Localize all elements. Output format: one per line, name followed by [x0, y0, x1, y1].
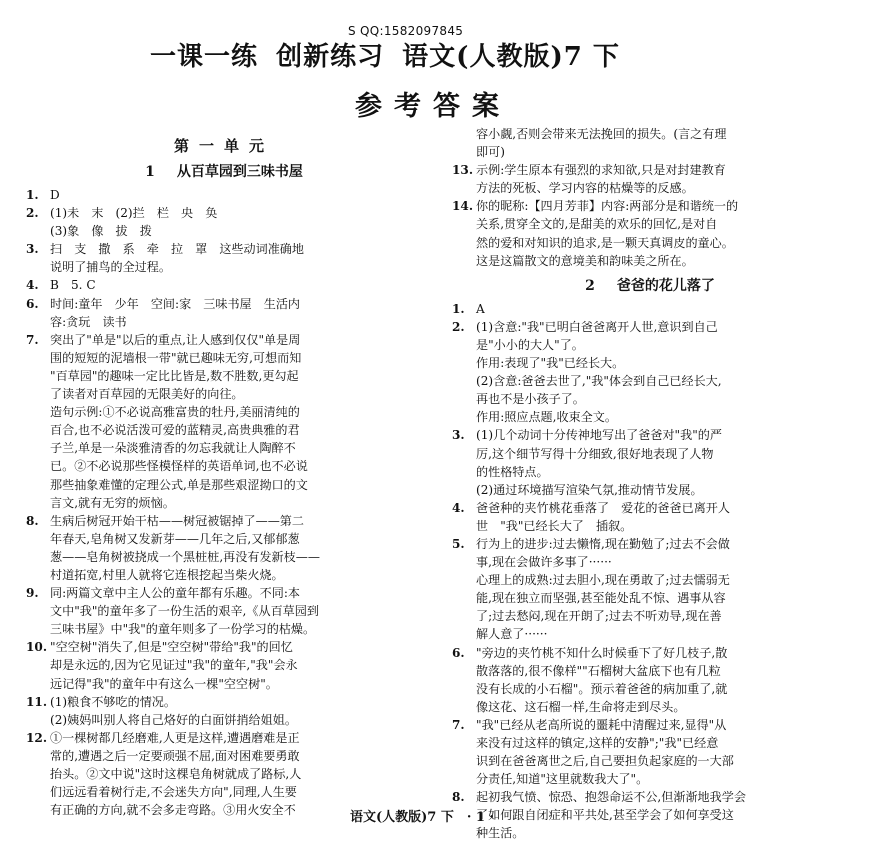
answer-item — [26, 276, 422, 294]
answer-line: 起初我气愤、惊恐、抱怨命运不公,但渐渐地我学会 — [476, 790, 746, 805]
answer-line: 解人意了······ — [476, 627, 548, 642]
answer-item — [452, 788, 848, 842]
document-title — [150, 36, 628, 73]
answer-line: 言文,就有无穷的烦恼。 — [50, 495, 175, 510]
answer-line: 方法的死板、学习内容的枯燥等的反感。 — [476, 181, 694, 196]
answer-line: 三味书屋》中"我"的童年则多了一份学习的枯燥。 — [50, 622, 316, 637]
answer-line: 时间:童年 少年 空间:家 三味书屋 生活内 — [50, 296, 301, 311]
answer-line: 同:两篇文章中主人公的童年都有乐趣。不同:本 — [50, 586, 301, 601]
answer-number: 7. — [26, 332, 39, 347]
qq-watermark: S QQ:1582097845 — [348, 24, 464, 38]
answer-item — [26, 295, 422, 331]
answer-item — [452, 197, 848, 269]
answer-item — [452, 535, 848, 644]
answer-text — [50, 186, 422, 204]
answer-line: 有正确的方向,就不会多走弯路。③用火安全不 — [50, 803, 296, 818]
answer-number: 2. — [452, 319, 465, 334]
answer-line: 们远远看着树行走,不会迷失方向",同理,人生要 — [50, 785, 297, 800]
answer-item — [26, 240, 422, 276]
answer-line: "百草园"的趣味一定比比皆是,数不胜数,更勾起 — [50, 368, 299, 383]
answer-text — [50, 276, 422, 294]
answer-text — [50, 240, 422, 276]
answer-item — [452, 644, 848, 716]
left-column — [26, 128, 422, 819]
answer-line: 作用:表现了"我"已经长大。 — [476, 356, 625, 371]
answer-line: 远记得"我"的童年中有这么一棵"空空树"。 — [50, 676, 278, 691]
lesson-heading — [452, 276, 848, 296]
answer-line: 生病后树冠开始干枯——树冠被锯掉了——第二 — [50, 513, 304, 528]
answer-line: 造句示例:①不必说高雅富贵的牡丹,美丽清纯的 — [50, 405, 300, 420]
answer-line: 散落落的,很不像样""石榴树大盆底下也有几粒 — [476, 663, 721, 678]
answer-number: 6. — [26, 296, 39, 311]
answer-line: (1)含意:"我"已明白爸爸离开人世,意识到自己 — [476, 319, 718, 334]
answer-line: 了;过去愁闷,现在开朗了;过去不听劝导,现在善 — [476, 609, 722, 624]
answer-number: 14. — [452, 199, 474, 214]
answer-line: "空空树"消失了,但是"空空树"带给"我"的回忆 — [50, 640, 293, 655]
answer-number: 6. — [452, 645, 465, 660]
answer-number: 9. — [26, 586, 39, 601]
answer-text — [476, 300, 848, 318]
answer-line: 突出了"单是"以后的重点,让人感到仅仅"单是周 — [50, 332, 301, 347]
lesson-number: 2 — [585, 277, 595, 294]
answer-item — [26, 186, 422, 204]
answer-item — [26, 204, 422, 240]
answer-number: 12. — [26, 730, 48, 745]
answer-item — [452, 499, 848, 535]
answer-line: 常的,遭遇之后一定要顽强不屈,面对困难要勇敢 — [50, 748, 300, 763]
answer-text — [476, 644, 848, 716]
answer-line: 说明了捕鸟的全过程。 — [50, 260, 171, 275]
answer-item — [452, 318, 848, 427]
answer-line: (3)象 像 拔 拨 — [50, 224, 152, 239]
answer-line: 厉,这个细节写得十分细致,很好地表现了人物 — [476, 446, 714, 461]
answer-text — [50, 295, 422, 331]
answer-line: 行为上的进步:过去懒惰,现在勤勉了;过去不会做 — [476, 536, 730, 551]
title-part-practice: 创新练习 — [276, 42, 385, 72]
answer-number: 3. — [452, 428, 465, 443]
answer-text — [50, 331, 422, 512]
answer-line: 世 "我"已经长大了 插叙。 — [476, 518, 633, 533]
answer-number: 10. — [26, 640, 48, 655]
answer-number: 3. — [26, 242, 39, 257]
answer-text — [476, 426, 848, 498]
answer-line: (2)通过环境描写渲染气氛,推动情节发展。 — [476, 482, 703, 497]
answer-line: 识到在爸爸离世之后,自己要担负起家庭的一大部 — [476, 754, 734, 769]
answer-list — [452, 300, 848, 843]
answer-key-heading: 参考答案 — [355, 91, 511, 122]
answer-item — [26, 331, 422, 512]
answer-item — [26, 584, 422, 638]
answer-line: 围的短短的泥墙根一带"就已趣味无穷,可想而知 — [50, 350, 302, 365]
answer-text — [50, 693, 422, 729]
answer-number: 4. — [26, 278, 39, 293]
answer-line: 来没有过这样的镇定,这样的安静";"我"已经意 — [476, 736, 719, 750]
answer-line: 关系,贯穿全文的,是甜美的欢乐的回忆,是对自 — [476, 217, 718, 232]
answer-line: (2)含意:爸爸去世了,"我"体会到自己已经长大, — [476, 374, 722, 389]
answer-line: 村道拓宽,村里人就将它连根挖起当柴火烧。 — [50, 567, 284, 582]
answer-item — [452, 300, 848, 318]
answer-text — [50, 512, 422, 584]
page-footer: 语文(人教版)7 下 · 1 · — [350, 810, 495, 825]
answer-line: 能,现在独立而坚强,甚至能处乱不惊、遇事从容 — [476, 591, 726, 606]
answer-line: 你的昵称:【四月芳菲】内容:两部分是和谐统一的 — [476, 199, 739, 214]
answer-line: 事,现在会做许多事了······ — [476, 555, 612, 570]
answer-line: (2)姨妈叫别人将自己烙好的白面饼捎给姐姐。 — [50, 712, 297, 727]
answer-line: B 5. C — [50, 278, 96, 293]
answer-number: 8. — [26, 513, 39, 528]
answer-line: ①一棵树都几经磨难,人更是这样,遭遇磨难是正 — [50, 730, 300, 745]
answer-text — [476, 318, 848, 427]
answer-line: D — [50, 188, 60, 202]
unit-heading: 第一单元 — [173, 137, 274, 155]
answer-number: 5. — [452, 536, 465, 551]
answer-line: 然的爱和对知识的追求,是一颗天真调皮的童心。 — [476, 235, 734, 250]
answer-line: 像这花、这石榴一样,生命将走到尽头。 — [476, 699, 686, 714]
answer-item — [26, 638, 422, 692]
lesson-number: 1 — [145, 164, 155, 180]
answer-line: 没有长成的小石榴"。预示着爸爸的病加重了,就 — [476, 681, 728, 696]
answer-line: 了读者对百草园的无限美好的向往。 — [50, 387, 244, 402]
answer-number: 8. — [452, 790, 465, 805]
answer-text — [476, 197, 848, 269]
answer-line: 即可) — [476, 145, 505, 160]
answer-line: "旁边的夹竹桃不知什么时候垂下了好几枝子,散 — [476, 645, 728, 660]
answer-line: 却是永远的,因为它见证过"我"的童年,"我"会永 — [50, 658, 298, 673]
answer-number: 4. — [452, 500, 465, 515]
lesson-title: 爸爸的花儿落了 — [616, 277, 715, 294]
answer-line: (1)未 末 (2)拦 栏 央 奂 — [50, 206, 218, 221]
right-column — [452, 125, 848, 843]
answer-text — [50, 584, 422, 638]
answer-text — [476, 499, 848, 535]
lesson-heading — [26, 162, 422, 182]
answer-list — [452, 161, 848, 270]
answer-number: 1. — [452, 301, 465, 316]
title-part-subject: 语文(人教版)7 下 — [402, 42, 620, 72]
answer-line: 容小觑,否则会带来无法挽回的损失。(言之有理 — [476, 127, 727, 141]
title-part-series: 一课一练 — [150, 42, 259, 72]
answer-text — [50, 638, 422, 692]
answer-line: 心理上的成熟:过去胆小,现在勇敢了;过去懦弱无 — [476, 573, 730, 588]
answer-item — [26, 512, 422, 584]
answer-continuation — [452, 125, 848, 161]
answer-line: 这是这篇散文的意境美和韵味美之所在。 — [476, 253, 694, 268]
lesson-title: 从百草园到三味书屋 — [176, 164, 303, 180]
answer-line: 了如何跟自闭症和平共处,甚至学会了如何享受这 — [476, 808, 734, 823]
answer-line: 爸爸种的夹竹桃花垂落了 爱花的爸爸已离开人 — [476, 500, 730, 515]
answer-line: 文中"我"的童年多了一份生活的艰辛,《从百草园到 — [50, 604, 319, 619]
answer-line: 那些抽象难懂的定理公式,单是那些艰涩拗口的文 — [50, 477, 308, 492]
answer-line: 年春天,皂角树又发新芽——几年之后,又郁郁葱 — [50, 531, 300, 546]
answer-line: 扫 支 撒 系 牵 拉 罩 这些动词准确地 — [50, 242, 304, 257]
answer-line: 葱——皂角树被挠成一个黑桩桩,再没有发新枝—— — [50, 549, 320, 564]
answer-line: "我"已经从老高所说的噩耗中清醒过来,显得"从 — [476, 717, 727, 732]
answer-number: 1. — [26, 188, 39, 202]
answer-item — [452, 426, 848, 498]
answer-line: 是"小小的大人"了。 — [476, 337, 584, 352]
answer-item — [452, 716, 848, 788]
answer-line: A — [476, 301, 485, 316]
answer-line: 再也不是小孩子了。 — [476, 392, 585, 407]
answer-line: (1)几个动词十分传神地写出了爸爸对"我"的严 — [476, 428, 722, 443]
answer-text — [476, 161, 848, 197]
answer-item — [26, 693, 422, 729]
answer-text — [476, 716, 848, 788]
answer-line: 作用:照应点题,收束全文。 — [476, 410, 617, 425]
answer-text — [476, 535, 848, 644]
answer-number: 13. — [452, 163, 474, 178]
answer-item — [452, 161, 848, 197]
answer-text — [50, 204, 422, 240]
answer-line: 子兰,单是一朵淡雅清香的勿忘我就让人陶醉不 — [50, 441, 296, 456]
answer-line: 百合,也不必说活泼可爱的蓝精灵,高贵典雅的君 — [50, 423, 300, 438]
answer-number: 7. — [452, 717, 465, 732]
answer-text — [476, 788, 848, 842]
answer-line: (1)粮食不够吃的情况。 — [50, 694, 176, 709]
answer-line: 示例:学生原本有强烈的求知欲,只是对封建教育 — [476, 163, 726, 178]
answer-line: 的性格特点。 — [476, 464, 549, 479]
answer-line: 已。②不必说那些怪模怪样的英语单词,也不必说 — [50, 459, 308, 474]
answer-list — [26, 186, 422, 819]
answer-line: 容:贪玩 读书 — [50, 314, 127, 329]
answer-number: 11. — [26, 694, 48, 709]
answer-number: 2. — [26, 206, 39, 221]
answer-line: 种生活。 — [476, 826, 525, 841]
answer-line: 抬头。②文中说"这时这棵皂角树就成了路标,人 — [50, 767, 302, 781]
answer-line: 分责任,知道"这里就数我大了"。 — [476, 772, 649, 787]
